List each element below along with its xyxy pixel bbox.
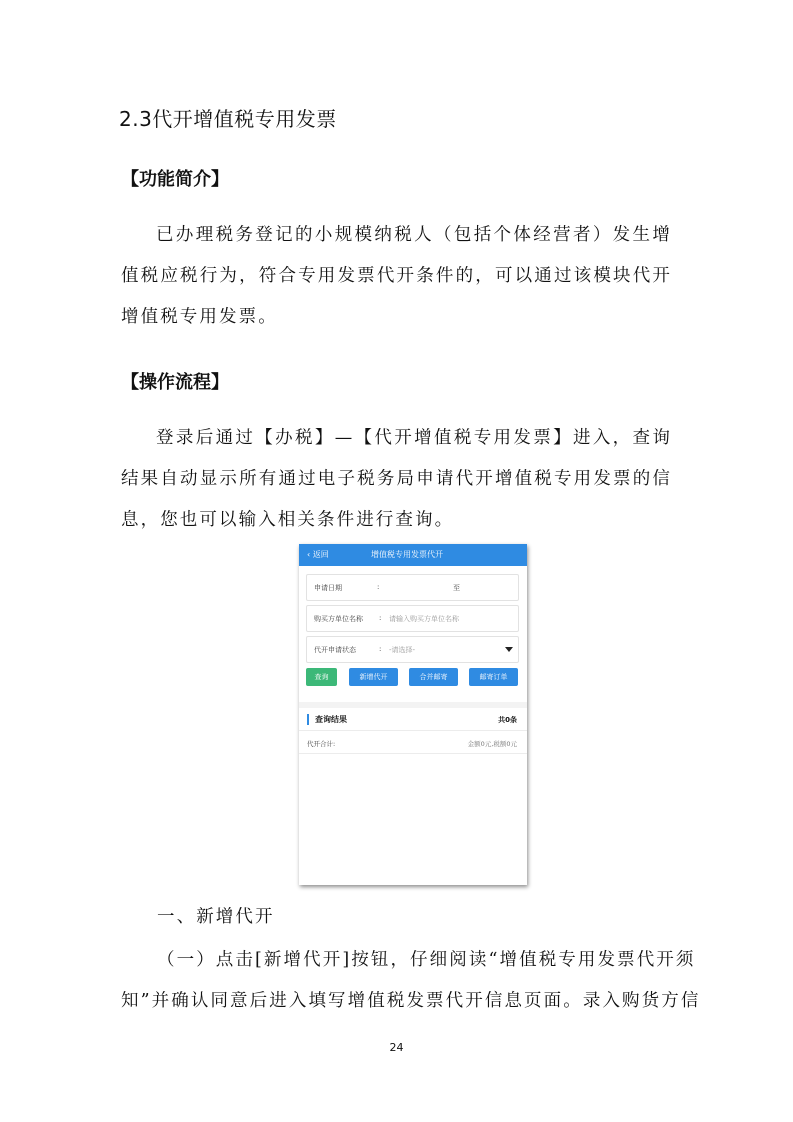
status-selected-value: -请选择- bbox=[389, 646, 416, 654]
status-label: 代开申请状态 bbox=[314, 646, 356, 654]
function-intro-title: 【功能简介】 bbox=[121, 169, 229, 190]
summary-value: 金额0元,税额0元 bbox=[467, 740, 517, 748]
divider bbox=[299, 730, 527, 731]
add-new-button[interactable]: 新增代开 bbox=[349, 668, 398, 686]
summary-label: 代开合计: bbox=[307, 740, 336, 748]
result-count: 共0条 bbox=[498, 716, 517, 724]
operation-flow-text: 登录后通过【办税】—【代开增值税专用发票】进入，查询结果自动显示所有通过电子税务局申请代开增值税专用发票的信息，您也可以输入相关条件进行查询。 bbox=[121, 428, 672, 530]
function-intro-text: 已办理税务登记的小规模纳税人（包括个体经营者）发生增值税应税行为，符合专用发票代开条件的，可以通过该模块代开增值税专用发票。 bbox=[121, 225, 672, 327]
operation-flow-title: 【操作流程】 bbox=[121, 372, 229, 393]
colon: : bbox=[379, 614, 382, 622]
buyer-name-placeholder: 请输入购买方单位名称 bbox=[389, 615, 459, 623]
apply-date-label: 申请日期 bbox=[314, 584, 342, 592]
page-number: 24 bbox=[389, 1041, 404, 1054]
step-text-line-2: 知”并确认同意后进入填写增值税发票代开信息页面。录入购货方信 bbox=[121, 991, 701, 1011]
colon: : bbox=[379, 645, 382, 653]
section-heading: 2.3代开增值税专用发票 bbox=[119, 107, 337, 131]
caret-down-icon bbox=[505, 647, 513, 652]
mail-order-button[interactable]: 邮寄订单 bbox=[469, 668, 518, 686]
merge-mail-button[interactable]: 合并邮寄 bbox=[409, 668, 458, 686]
section-divider bbox=[299, 702, 527, 708]
result-title: 查询结果 bbox=[307, 714, 347, 725]
status-select[interactable] bbox=[306, 636, 519, 663]
buyer-name-field[interactable] bbox=[306, 605, 519, 632]
back-button[interactable]: ‹ 返回 bbox=[307, 550, 329, 559]
divider bbox=[299, 753, 527, 754]
app-header bbox=[299, 544, 527, 566]
chevron-left-icon: ‹ bbox=[307, 550, 313, 559]
date-to-label: 至 bbox=[453, 584, 460, 592]
app-screenshot bbox=[299, 544, 527, 885]
app-title: 增值税专用发票代开 bbox=[371, 550, 443, 559]
step-text-line-1: （一）点击[新增代开]按钮，仔细阅读“增值税专用发票代开须 bbox=[157, 950, 696, 970]
colon: : bbox=[377, 583, 380, 591]
apply-date-field[interactable] bbox=[306, 574, 519, 601]
buyer-name-label: 购买方单位名称 bbox=[314, 615, 363, 623]
sub-heading: 一、新增代开 bbox=[157, 907, 275, 927]
query-button[interactable]: 查询 bbox=[306, 668, 337, 686]
